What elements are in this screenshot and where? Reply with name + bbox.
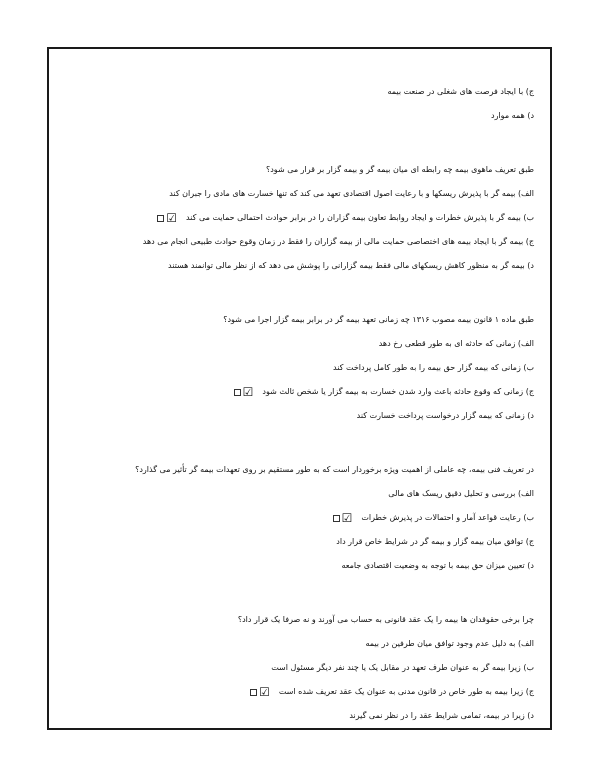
q2-option-c: ج) زمانی که وقوع حادثه باعث وارد شدن خسارت به بیمه گزار یا شخص ثالث شود ☑	[62, 380, 534, 404]
checked-box-icon: ☑	[166, 211, 177, 225]
empty-box-icon	[234, 389, 241, 396]
q3-answer-marks	[333, 513, 356, 523]
document-content	[62, 62, 534, 722]
q1-question: طبق تعریف ماهوی بیمه چه رابطه ای میان بیمه گر و بیمه گزار بر قرار می شود؟	[266, 165, 534, 174]
q3-option-b: ب) رعایت قواعد آمار و احتمالات در پذیرش خطرات ☑	[62, 506, 534, 530]
q1-option-c: ج) بیمه گر با ایجاد بیمه های اختصاصی حمایت مالی از بیمه گزاران را فقط در زمان وقوع حوادث طبیعی انجام می دهد	[142, 237, 534, 246]
empty-box-icon	[333, 515, 340, 522]
q4-answer-marks	[250, 687, 273, 697]
checked-box-icon: ☑	[259, 685, 270, 699]
q4-question: چرا برخی حقوقدان ها بیمه را یک عقد قانونی به حساب می آورند و نه صرفا یک قرار داد؟	[237, 615, 534, 624]
q2-question: طبق ماده ۱ قانون بیمه مصوب ۱۳۱۶ چه زمانی تعهد بیمه گر در برابر بیمه گزار اجرا می شود؟	[223, 315, 534, 324]
q4-option-a: الف) به دلیل عدم وجود توافق میان طرفین در بیمه	[365, 639, 534, 648]
q2-answer-marks	[234, 387, 257, 397]
q3-question: در تعریف فنی بیمه، چه عاملی از اهمیت ویژه برخوردار است که به طور مستقیم بر روی تعهدات بیمه گر تأثیر می گذارد؟	[135, 465, 534, 474]
q0-option-c: ج) با ایجاد فرصت های شغلی در صنعت بیمه	[387, 87, 534, 96]
q4-option-c: ج) زیرا بیمه به طور خاص در قانون مدنی به عنوان یک عقد تعریف شده است ☑	[62, 680, 534, 704]
q3-option-c: ج) توافق میان بیمه گزار و بیمه گر در شرایط خاص قرار داد	[336, 537, 534, 546]
q4-option-b: ب) زیرا بیمه گر به عنوان طرف تعهد در مقابل یک یا چند نفر دیگر مسئول است	[271, 663, 534, 672]
q2-option-a: الف) زمانی که حادثه ای به طور قطعی رخ دهد	[378, 339, 534, 348]
q2-option-d: د) زمانی که بیمه گزار درخواست پرداخت خسارت کند	[356, 411, 534, 420]
q2-option-b: ب) زمانی که بیمه گزار حق بیمه را به طور کامل پرداخت کند	[333, 363, 534, 372]
empty-box-icon	[157, 215, 164, 222]
checked-box-icon: ☑	[341, 511, 353, 525]
empty-box-icon	[250, 689, 257, 696]
q3-option-a: الف) بررسی و تحلیل دقیق ریسک های مالی	[388, 489, 534, 498]
q1-option-d: د) بیمه گر به منظور کاهش ریسکهای مالی فقط بیمه گزارانی را پوشش می دهد که از نظر مالی توانمند هستند	[168, 261, 534, 270]
q1-option-b: ب) بیمه گر با پذیرش خطرات و ایجاد روابط تعاون بیمه گزاران را در برابر حوادث احتمالی حمایت می کند ☑	[62, 206, 534, 230]
q1-answer-marks	[157, 213, 180, 223]
q4-option-d: د) زیرا در بیمه، تمامی شرایط عقد را در نظر نمی گیرند	[349, 711, 534, 720]
q1-option-a: الف) بیمه گر با پذیرش ریسکها و با رعایت اصول اقتصادی تعهد می کند که تنها خسارت های مادی را جبران کند	[169, 189, 534, 198]
q3-option-d: د) تعیین میزان حق بیمه با توجه به وضعیت اقتصادی جامعه	[341, 561, 534, 570]
checked-box-icon: ☑	[242, 385, 254, 399]
q0-option-d: د) همه موارد	[491, 111, 534, 120]
